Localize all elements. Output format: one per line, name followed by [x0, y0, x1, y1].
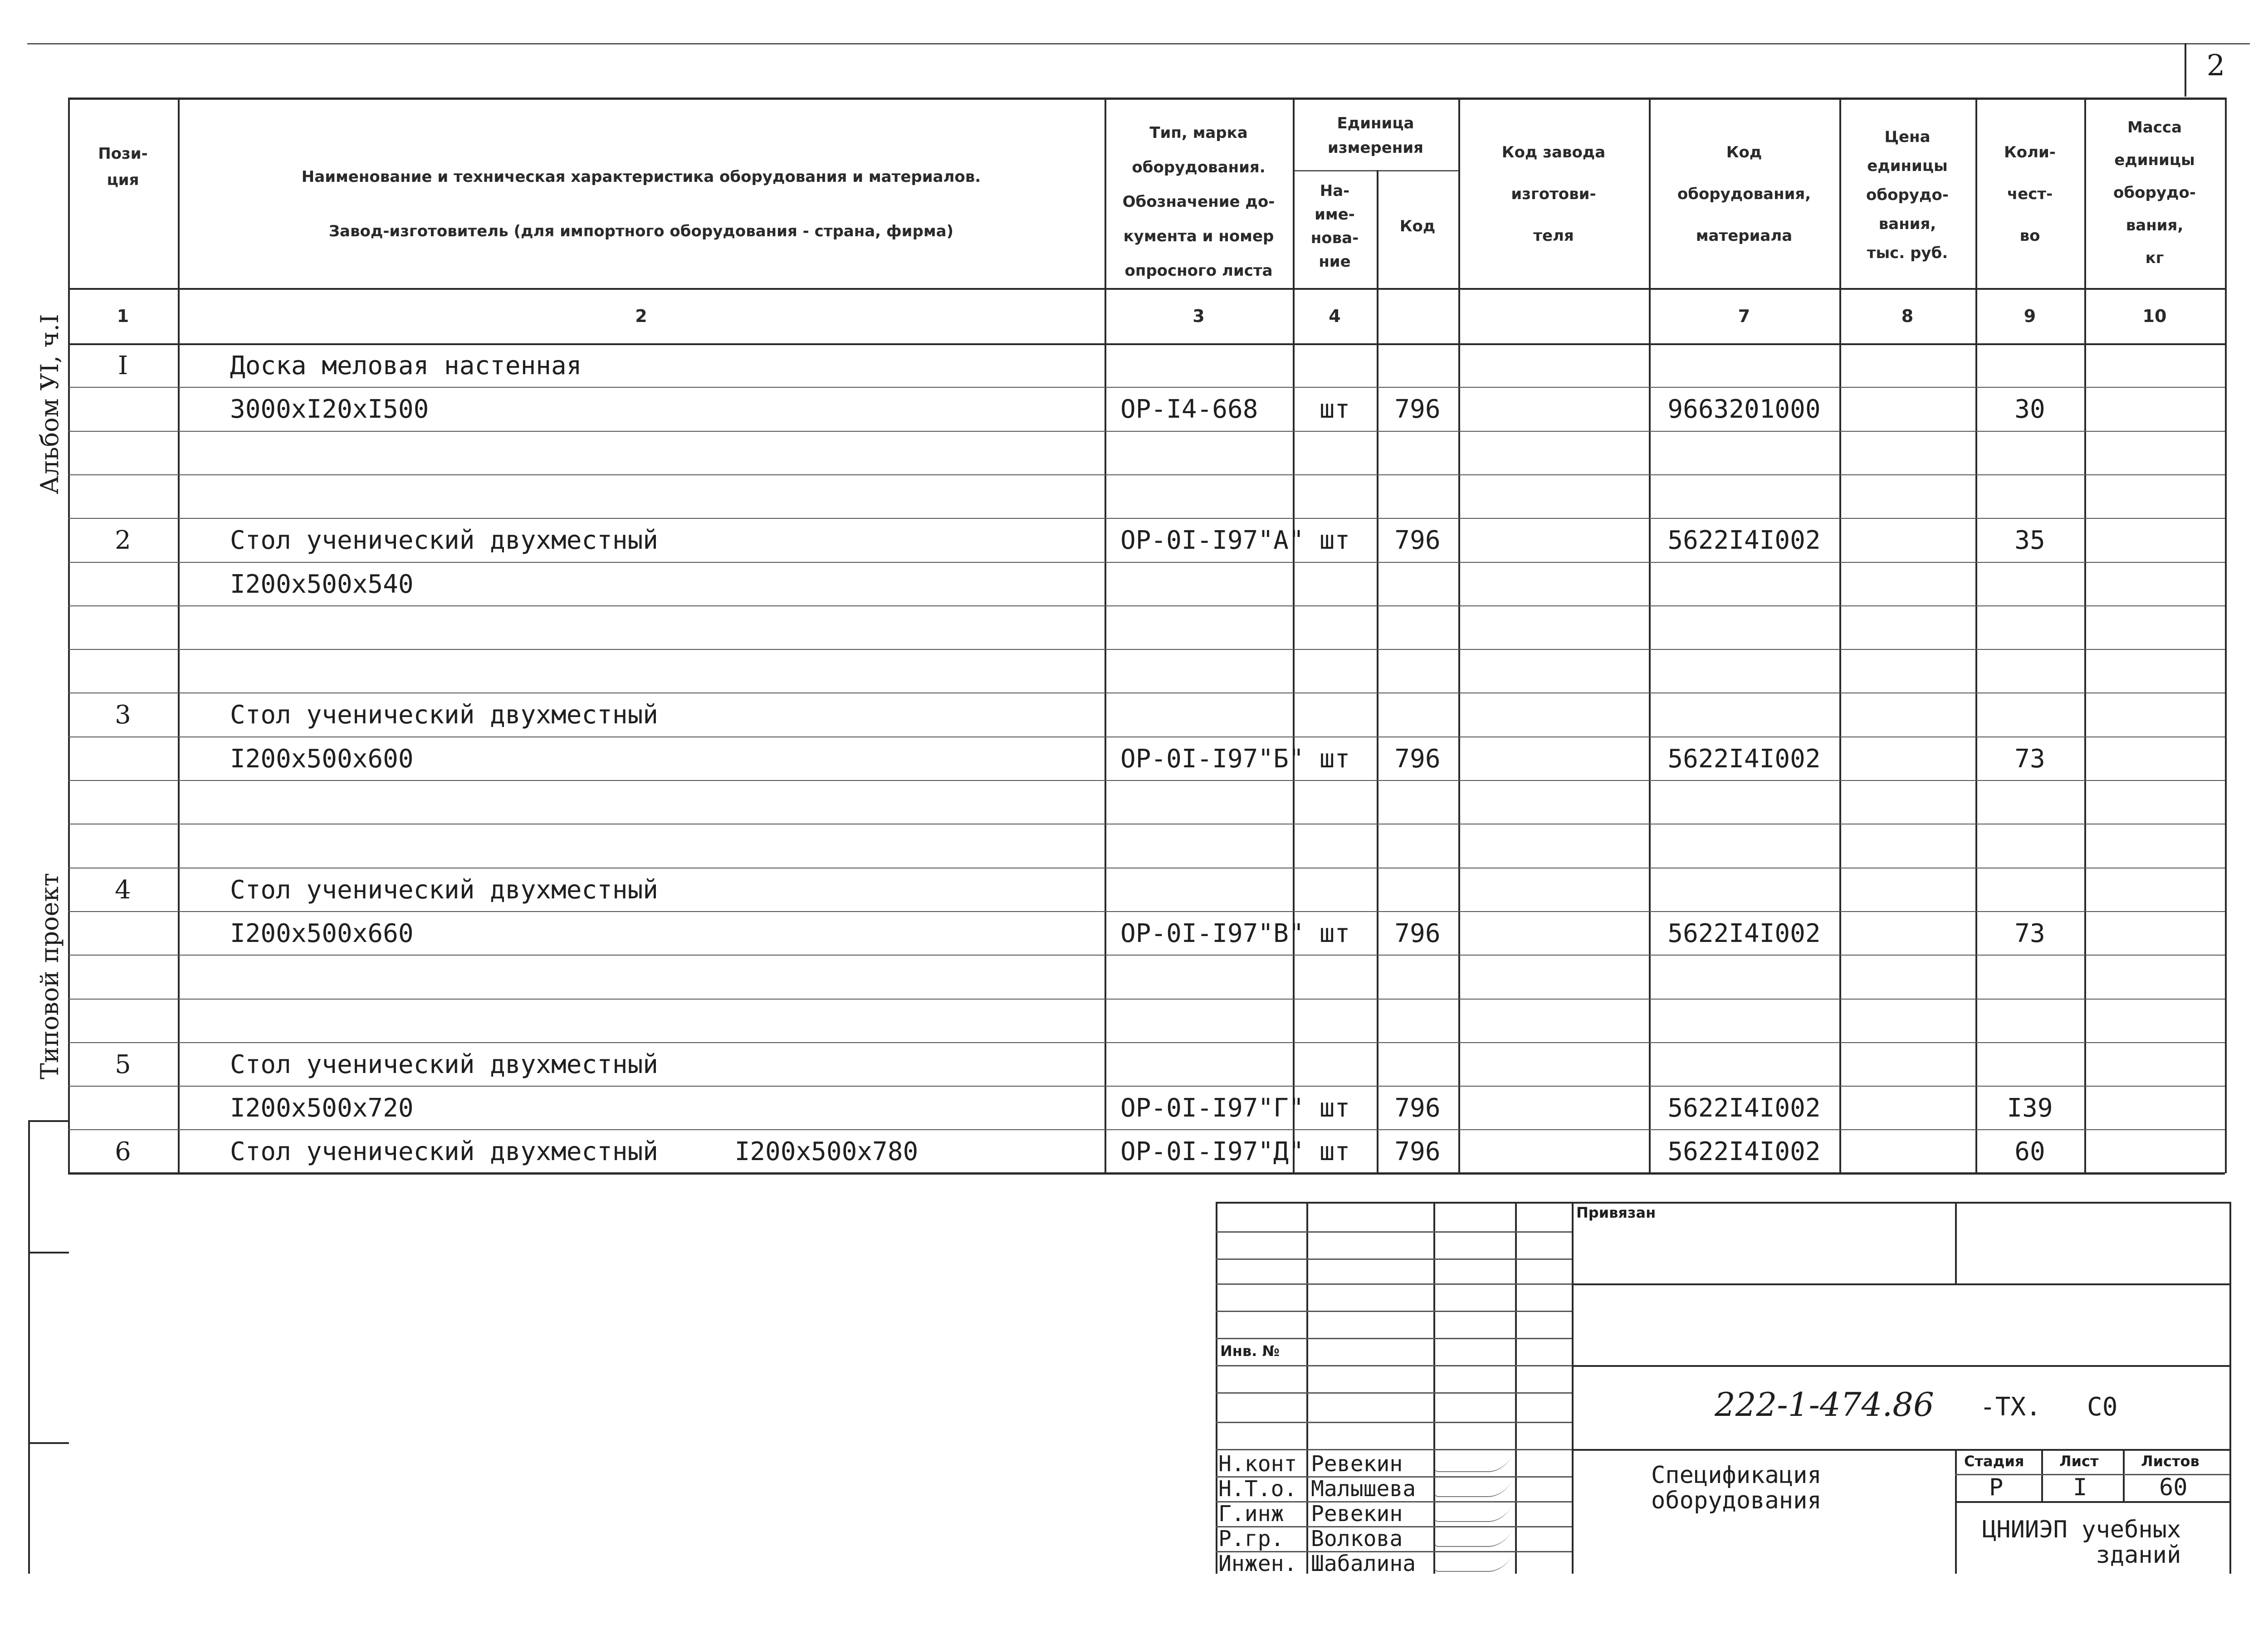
side-label-album: Альбом УI, ч.I — [35, 314, 64, 494]
cell-pos: I — [117, 351, 128, 380]
cell-equip: 5622I4I002 — [1667, 1137, 1821, 1166]
header-type-line: кумента и номер — [1123, 227, 1274, 245]
cell-pos: 2 — [115, 526, 131, 555]
tb-sig-row — [1216, 1422, 1572, 1423]
column-number: 1 — [117, 306, 129, 326]
row-divider — [68, 1086, 2225, 1087]
row-divider — [68, 649, 2225, 650]
header-bottom — [68, 288, 2225, 290]
tb-sig-row — [1216, 1311, 1572, 1312]
row-divider — [68, 474, 2225, 475]
signer-name: Малышева — [1311, 1476, 1416, 1502]
header-mass-line: оборудо- — [2113, 184, 2196, 202]
signer-name: Волкова — [1311, 1526, 1403, 1551]
cell-name: Стол ученический двухместный — [230, 875, 659, 905]
header-price — [1839, 122, 1975, 268]
signer-role: Н.конт — [1218, 1451, 1297, 1477]
signature-mark — [1434, 1523, 1515, 1547]
unit-split — [1293, 170, 1458, 171]
column-number: 3 — [1193, 306, 1205, 326]
top-border — [27, 43, 2250, 44]
row-divider — [68, 911, 2225, 912]
header-qty — [1975, 132, 2084, 257]
signer-role: Н.Т.о. — [1218, 1476, 1297, 1502]
signer-name: Ревекин — [1311, 1451, 1403, 1477]
col-line-4 — [1377, 170, 1378, 1173]
header-name-line: Завод-изготовитель (для импортного оборудования - страна, фирма) — [328, 222, 954, 240]
col-line-8 — [1975, 98, 1977, 1173]
tb-title-line: оборудования — [1651, 1487, 1822, 1514]
cell-code: 796 — [1394, 1093, 1441, 1123]
side-label-project: Типовой проект — [35, 873, 64, 1079]
tb-inv-label: Инв. № — [1220, 1342, 1280, 1360]
left-frame-mark-3 — [28, 1442, 69, 1444]
column-number: 10 — [2142, 306, 2167, 326]
tb-sig-col-3 — [1515, 1202, 1517, 1574]
header-unit-name-line: На- — [1320, 182, 1350, 200]
header-price-line: Цена — [1884, 128, 1931, 146]
header-unit-code: Код — [1399, 217, 1436, 235]
row-divider — [68, 605, 2225, 606]
cell-qty: 60 — [2014, 1137, 2045, 1166]
cell-code: 796 — [1394, 526, 1441, 555]
row-divider — [68, 431, 2225, 432]
header-unit-group — [1293, 111, 1458, 160]
header-unit-name — [1293, 179, 1377, 273]
tb-linked-split — [1955, 1202, 1957, 1283]
signature-mark — [1434, 1498, 1515, 1522]
header-unit-group-line: Единица — [1337, 114, 1414, 132]
row-divider — [68, 387, 2225, 388]
cell-unit: шт — [1319, 395, 1350, 424]
sheet-number: 2 — [2206, 49, 2225, 83]
tb-line-c — [1572, 1449, 2229, 1451]
tb-stage-left — [1955, 1449, 1957, 1574]
col-line-0 — [68, 98, 70, 1173]
cell-name: I200x500x540 — [230, 570, 414, 599]
header-type-line: опросного листа — [1124, 262, 1273, 280]
cell-name: Стол ученический двухместный — [230, 700, 659, 730]
header-mass — [2084, 111, 2225, 274]
signer-name: Ревекин — [1311, 1501, 1403, 1527]
header-price-line: единицы — [1867, 157, 1948, 175]
header-equip-code-line: материала — [1696, 227, 1793, 245]
tb-sig-row — [1216, 1449, 1572, 1450]
tb-top — [1216, 1202, 2229, 1204]
col-line-5 — [1458, 98, 1460, 1173]
row-divider — [68, 955, 2225, 956]
header-equip-code — [1649, 132, 1839, 257]
signer-role: Г.инж — [1218, 1501, 1284, 1527]
tb-org-line: зданий — [2096, 1541, 2181, 1569]
header-qty-line: Коли- — [2004, 143, 2056, 161]
header-mass-line: Масса — [2127, 118, 2182, 137]
column-number: 2 — [635, 306, 647, 326]
colnum-bottom — [68, 343, 2225, 345]
tb-sig-row — [1216, 1231, 1572, 1233]
header-qty-line: чест- — [2007, 185, 2053, 203]
cell-doc: ОР-0I-I97"В" — [1120, 919, 1304, 948]
header-type-line: Тип, марка — [1149, 124, 1248, 142]
cell-doc: ОР-0I-I97"Д" — [1120, 1137, 1304, 1166]
header-name-line: Наименование и техническая характеристика оборудования и материалов. — [301, 168, 981, 186]
column-number: 8 — [1901, 306, 1914, 326]
tb-stage-value: Р — [1989, 1474, 2004, 1501]
tb-sig-row — [1216, 1283, 1572, 1285]
cell-pos: 5 — [115, 1050, 131, 1079]
left-frame-mark-1 — [28, 1120, 69, 1122]
cell-equip: 9663201000 — [1667, 395, 1821, 424]
cell-name: Стол ученический двухместный — [230, 526, 659, 555]
header-equip-code-line: Код — [1726, 143, 1762, 161]
header-type-line: Обозначение до- — [1122, 193, 1275, 211]
row-divider — [68, 999, 2225, 1000]
header-unit-name-line: нова- — [1310, 229, 1359, 247]
header-equip-code-line: оборудования, — [1677, 185, 1811, 203]
header-pos-line: ция — [107, 171, 139, 189]
cell-doc: ОР-0I-I97"Б" — [1120, 744, 1304, 774]
row-divider — [68, 780, 2225, 781]
cell-unit: шт — [1319, 1093, 1350, 1123]
cell-code: 796 — [1394, 919, 1441, 948]
header-price-line: вания, — [1878, 215, 1936, 233]
tb-sig-row — [1216, 1392, 1572, 1394]
header-qty-line: во — [2019, 227, 2040, 245]
header-mass-line: единицы — [2114, 151, 2195, 169]
column-number: 4 — [1329, 306, 1341, 326]
header-price-line: тыс. руб. — [1867, 244, 1948, 262]
cell-name: Стол ученический двухместный — [230, 1050, 659, 1079]
tb-title-line: Спецификация — [1651, 1462, 1822, 1489]
cell-code: 796 — [1394, 395, 1441, 424]
cell-unit: шт — [1319, 919, 1350, 948]
tb-line-a — [1572, 1283, 2229, 1285]
tb-sig-row — [1216, 1338, 1572, 1339]
header-mass-line: вания, — [2126, 216, 2184, 234]
tb-sheets-value: 60 — [2159, 1474, 2188, 1501]
left-frame-mark-2 — [28, 1252, 69, 1254]
tb-sheet-value: I — [2073, 1474, 2087, 1501]
header-name — [178, 150, 1105, 259]
header-maker-code-line: Код завода — [1501, 143, 1606, 161]
signature-mark — [1434, 1449, 1515, 1472]
col-line-1 — [178, 98, 180, 1173]
tb-left — [1216, 1202, 1217, 1574]
tb-stage-label: Стадия — [1964, 1453, 2024, 1470]
column-number: 7 — [1738, 306, 1750, 326]
tb-sig-row — [1216, 1365, 1572, 1366]
cell-pos: 4 — [115, 875, 131, 905]
cell-equip: 5622I4I002 — [1667, 744, 1821, 774]
tb-doc-suffix: -ТХ. С0 — [1980, 1392, 2118, 1422]
tb-sig-col-1 — [1306, 1202, 1308, 1574]
header-type-line: оборудования. — [1132, 158, 1266, 176]
cell-pos: 6 — [115, 1137, 131, 1166]
tb-right — [2229, 1202, 2231, 1574]
cell-unit: шт — [1319, 744, 1350, 774]
header-maker-code — [1458, 132, 1649, 257]
cell-name: Стол ученический двухместный I200x500x780 — [230, 1137, 919, 1166]
cell-equip: 5622I4I002 — [1667, 526, 1821, 555]
cell-name: I200x500x660 — [230, 919, 414, 948]
cell-qty: 30 — [2014, 395, 2045, 424]
header-price-line: оборудо- — [1866, 186, 1949, 204]
sheet-number-box-left — [2185, 43, 2186, 97]
cell-doc: ОР-0I-I97"Г" — [1120, 1093, 1304, 1123]
cell-qty: 35 — [2014, 526, 2045, 555]
tb-sig-row — [1216, 1258, 1572, 1260]
cell-unit: шт — [1319, 526, 1350, 555]
header-maker-code-line: теля — [1533, 227, 1574, 245]
header-maker-code-line: изготови- — [1511, 185, 1596, 203]
header-type — [1105, 116, 1293, 288]
tb-stage-bottom — [1955, 1501, 2229, 1503]
cell-doc: ОР-0I-I97"А" — [1120, 526, 1304, 555]
row-divider — [68, 1129, 2225, 1130]
tb-sheets-label: Листов — [2141, 1453, 2200, 1470]
col-line-10 — [2225, 98, 2227, 1173]
row-divider — [68, 518, 2225, 519]
signer-role: Р.гр. — [1218, 1526, 1284, 1551]
tb-org — [1982, 1517, 2181, 1568]
tb-org-line: ЦНИИЭП учебных — [1982, 1516, 2181, 1543]
signer-role: Инжен. — [1218, 1551, 1297, 1576]
signer-name: Шабалина — [1311, 1551, 1416, 1576]
header-unit-name-line: ние — [1319, 253, 1351, 271]
cell-name: I200x500x600 — [230, 744, 414, 774]
cell-doc: ОР-I4-668 — [1120, 395, 1258, 424]
tb-doc-code: 222-1-474.86 — [1715, 1385, 1934, 1424]
header-unit-group-line: измерения — [1328, 139, 1423, 157]
cell-qty: 73 — [2014, 919, 2045, 948]
signature-mark — [1434, 1473, 1515, 1497]
cell-name: 3000xI20xI500 — [230, 395, 429, 424]
table-bottom — [68, 1172, 2225, 1175]
signature-mark — [1434, 1548, 1515, 1572]
cell-name: Доска меловая настенная — [230, 351, 582, 380]
header-unit-name-line: име- — [1315, 205, 1355, 224]
header-mass-line: кг — [2145, 249, 2164, 267]
left-frame-line — [28, 1120, 30, 1574]
tb-line-b — [1572, 1365, 2229, 1367]
tb-sheet-label: Лист — [2059, 1453, 2099, 1470]
cell-pos: 3 — [115, 700, 131, 730]
cell-qty: 73 — [2014, 744, 2045, 774]
cell-equip: 5622I4I002 — [1667, 1093, 1821, 1123]
cell-code: 796 — [1394, 1137, 1441, 1166]
row-divider — [68, 562, 2225, 563]
cell-name: I200x500x720 — [230, 1093, 414, 1123]
column-number: 9 — [2024, 306, 2036, 326]
cell-unit: шт — [1319, 1137, 1350, 1166]
cell-qty: I39 — [2007, 1093, 2053, 1123]
tb-main-left — [1572, 1202, 1574, 1574]
cell-code: 796 — [1394, 744, 1441, 774]
header-pos — [68, 141, 178, 193]
tb-linked-label: Привязан — [1576, 1204, 1656, 1221]
row-divider — [68, 1042, 2225, 1043]
tb-title — [1651, 1463, 1822, 1513]
table-top — [68, 98, 2225, 100]
col-line-6 — [1649, 98, 1651, 1173]
header-pos-line: Пози- — [98, 145, 148, 163]
cell-equip: 5622I4I002 — [1667, 919, 1821, 948]
